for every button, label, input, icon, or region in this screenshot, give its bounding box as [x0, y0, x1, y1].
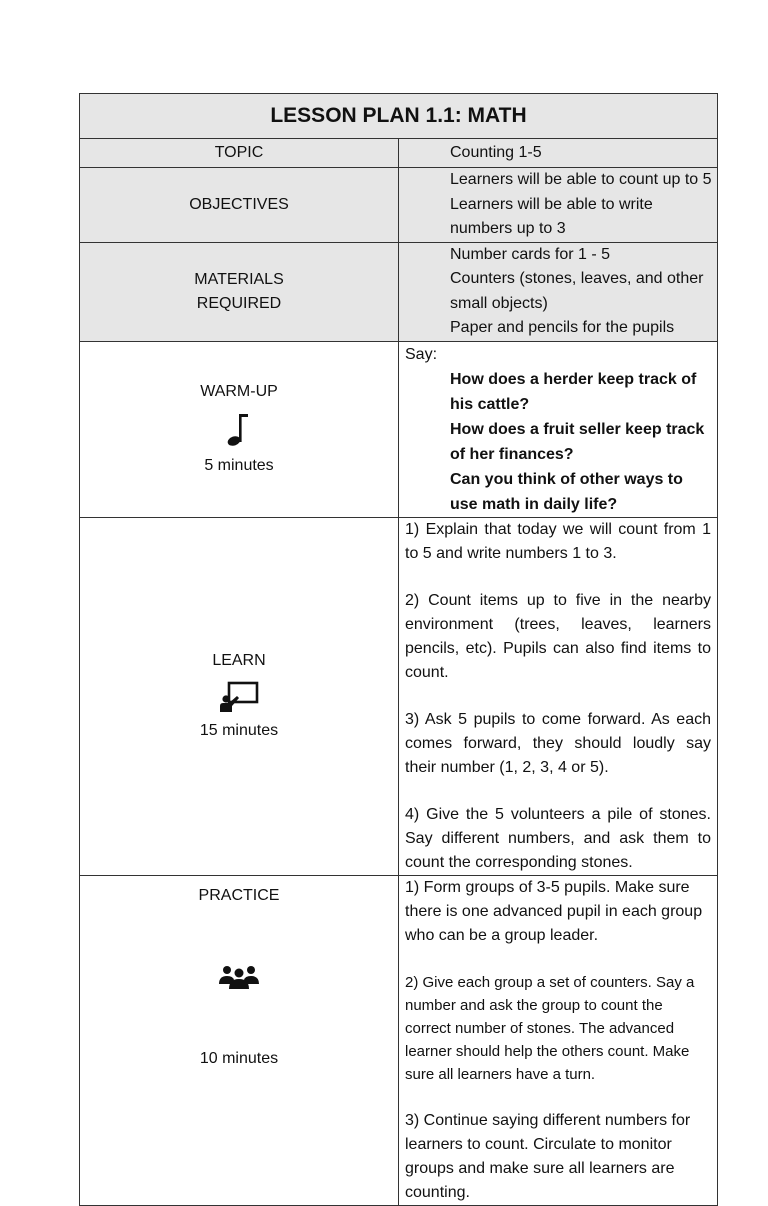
group-people-icon	[218, 964, 260, 990]
learn-step: 2) Count items up to five in the nearby environment (trees, leaves, learners pencils, etc). Pupils can also find items to count.	[405, 591, 711, 681]
warmup-question: Can you think of other ways to use math in daily life?	[450, 470, 683, 513]
objectives-list	[399, 168, 718, 243]
material-item: Paper and pencils for the pupils	[450, 319, 675, 336]
material-item: Number cards for 1 - 5	[450, 245, 611, 263]
warmup-question: How does a fruit seller keep track of her finances?	[450, 420, 705, 463]
warmup-question: How does a herder keep track of his cattle?	[450, 370, 697, 413]
objective-item: Learners will be able to count up to 5	[450, 171, 712, 188]
practice-step: 1) Form groups of 3-5 pupils. Make sure there is one advanced pupil in each group who can be a group leader.	[405, 878, 703, 944]
lesson-plan-table	[79, 93, 718, 1206]
warmup-intro: Say:	[405, 345, 438, 363]
warmup-side	[80, 341, 399, 517]
objectives-label: OBJECTIVES	[80, 168, 399, 243]
topic-value: Counting 1-5	[399, 139, 718, 168]
teacher-board-icon	[80, 679, 398, 713]
materials-label	[80, 242, 399, 341]
material-item: Counters (stones, leaves, and other small objects)	[450, 270, 704, 312]
warmup-duration: 5 minutes	[204, 457, 274, 474]
practice-step: 3) Continue saying different numbers for learners to count. Circulate to monitor groups and make sure all learners are counting.	[405, 1111, 691, 1201]
music-note-icon	[80, 408, 398, 448]
learn-step: 1) Explain that today we will count from 1 to 5 and write numbers 1 to 3.	[405, 520, 711, 562]
learn-side	[80, 517, 399, 875]
materials-label-line1: MATERIALS	[194, 270, 284, 288]
topic-label: TOPIC	[80, 139, 399, 168]
learn-content	[399, 517, 718, 875]
warmup-label: WARM-UP	[200, 383, 278, 400]
learn-step: 4) Give the 5 volunteers a pile of stones. Say different numbers, and ask them to count the corresponding stones.	[405, 805, 711, 871]
practice-label: PRACTICE	[198, 886, 280, 904]
learn-label: LEARN	[212, 652, 266, 669]
practice-content	[399, 875, 718, 1205]
objective-item: Learners will be able to write numbers up to 3	[450, 195, 653, 237]
practice-side	[80, 875, 399, 1205]
lesson-title: LESSON PLAN 1.1: MATH	[80, 94, 718, 139]
materials-list	[399, 242, 718, 341]
warmup-content	[399, 341, 718, 517]
practice-step: 2) Give each group a set of counters. Say a number and ask the group to count the correct number of stones. The advanced learner should help the others count. Make sure all learners have a turn.	[405, 973, 695, 1083]
learn-step: 3) Ask 5 pupils to come forward. As each comes forward, they should loudly say their number (1, 2, 3, 4 or 5).	[405, 710, 711, 776]
learn-duration: 15 minutes	[199, 722, 279, 739]
practice-duration: 10 minutes	[199, 1049, 279, 1067]
materials-label-line2: REQUIRED	[196, 294, 282, 312]
